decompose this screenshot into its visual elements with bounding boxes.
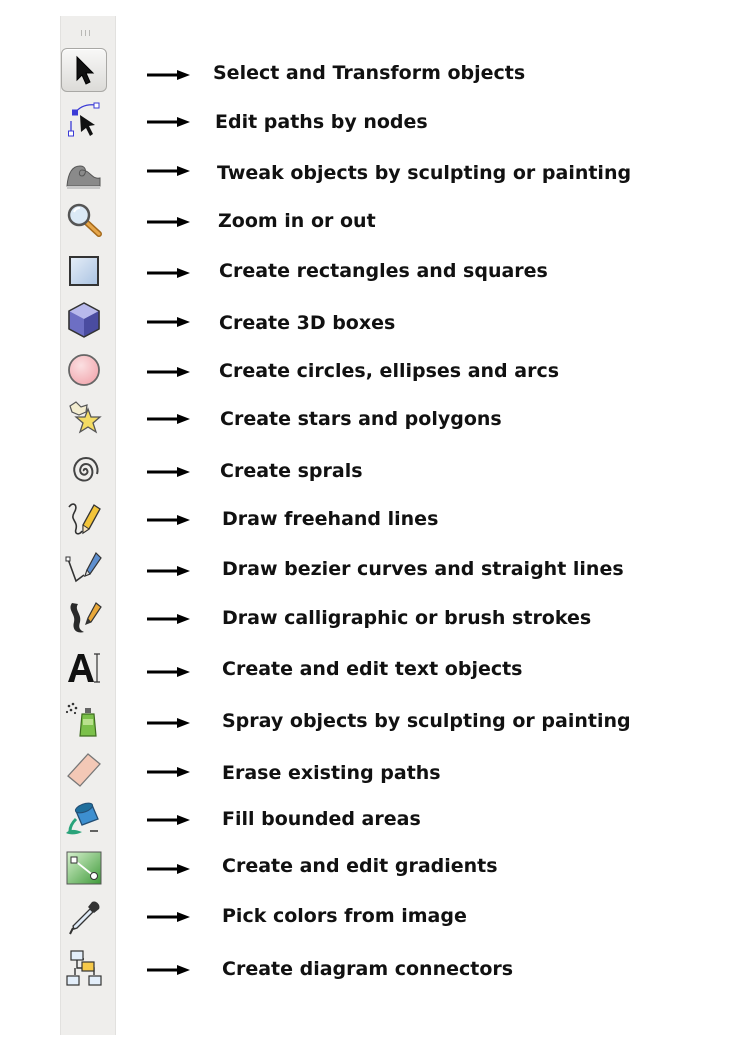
tool-description-label: Draw freehand lines [222,508,439,530]
tool-description-label: Tweak objects by sculpting or painting [217,162,632,184]
tool-description-label: Create diagram connectors [222,958,514,980]
tweak-wave-icon [64,152,104,190]
tool-rectangle[interactable] [61,249,107,293]
tool-zoom[interactable] [61,198,107,242]
pointer-arrow-icon [147,413,191,425]
selector-arrow-icon [69,54,99,86]
tool-text[interactable] [61,646,107,690]
tool-description-label: Create stars and polygons [220,408,502,430]
pointer-arrow-icon [147,69,191,81]
spiral-icon [64,450,104,490]
pointer-arrow-icon [147,964,191,976]
dropper-icon [64,898,104,938]
connector-icon [63,948,105,990]
tool-description-label: Select and Transform objects [213,62,526,84]
pointer-arrow-icon [147,466,191,478]
tool-description-label: Erase existing paths [222,762,441,784]
tool-description-label: Edit paths by nodes [215,111,428,133]
tool-node-editor[interactable] [61,99,107,143]
tool-description-label: Pick colors from image [222,905,467,927]
spray-can-icon [64,700,104,740]
pointer-arrow-icon [147,911,191,923]
pencil-icon [64,499,104,539]
tool-spiral[interactable] [61,448,107,492]
tool-paint-bucket[interactable] [61,797,107,841]
tool-pen[interactable] [61,547,107,591]
pointer-arrow-icon [147,366,191,378]
tool-connector[interactable] [61,947,107,991]
tool-description-label: Create 3D boxes [219,312,396,334]
tool-star[interactable] [61,397,107,441]
tool-dropper[interactable] [61,896,107,940]
3d-box-icon [64,300,104,340]
tool-description-label: Create and edit gradients [222,855,498,877]
pointer-arrow-icon [147,116,191,128]
circle-icon [64,350,104,390]
tool-ellipse[interactable] [61,348,107,392]
eraser-icon [64,750,104,790]
pointer-arrow-icon [147,565,191,577]
pointer-arrow-icon [147,717,191,729]
tool-spray[interactable] [61,698,107,742]
node-editor-icon [64,101,104,141]
paint-bucket-icon [64,799,104,839]
pointer-arrow-icon [147,316,191,328]
pointer-arrow-icon [147,766,191,778]
tool-tweak[interactable] [61,149,107,193]
pointer-arrow-icon [147,267,191,279]
tool-description-label: Fill bounded areas [222,808,421,830]
pointer-arrow-icon [147,666,191,678]
pointer-arrow-icon [147,613,191,625]
calligraphy-icon [64,598,104,638]
pointer-arrow-icon [147,863,191,875]
pointer-arrow-icon [147,814,191,826]
toolbar-grip-handle[interactable] [81,30,95,36]
tool-selector[interactable] [61,48,107,92]
pointer-arrow-icon [147,216,191,228]
pen-bezier-icon [64,549,104,589]
tool-calligraphy[interactable] [61,596,107,640]
rectangle-icon [64,251,104,291]
tool-gradient[interactable] [61,846,107,890]
zoom-magnifier-icon [64,200,104,240]
tool-description-label: Draw bezier curves and straight lines [222,558,624,580]
pointer-arrow-icon [147,165,191,177]
tool-description-label: Create circles, ellipses and arcs [219,360,560,382]
tool-description-label: Zoom in or out [218,210,376,232]
pointer-arrow-icon [147,514,191,526]
tool-3d-box[interactable] [61,298,107,342]
tool-description-label: Spray objects by sculpting or painting [222,710,631,732]
tool-description-label: Create rectangles and squares [219,260,548,282]
gradient-icon [64,848,104,888]
star-icon [64,399,104,439]
tool-pencil[interactable] [61,497,107,541]
tool-description-label: Draw calligraphic or brush strokes [222,607,592,629]
tool-eraser[interactable] [61,748,107,792]
tool-description-label: Create sprals [220,460,363,482]
text-icon [64,648,104,688]
tool-description-label: Create and edit text objects [222,658,523,680]
